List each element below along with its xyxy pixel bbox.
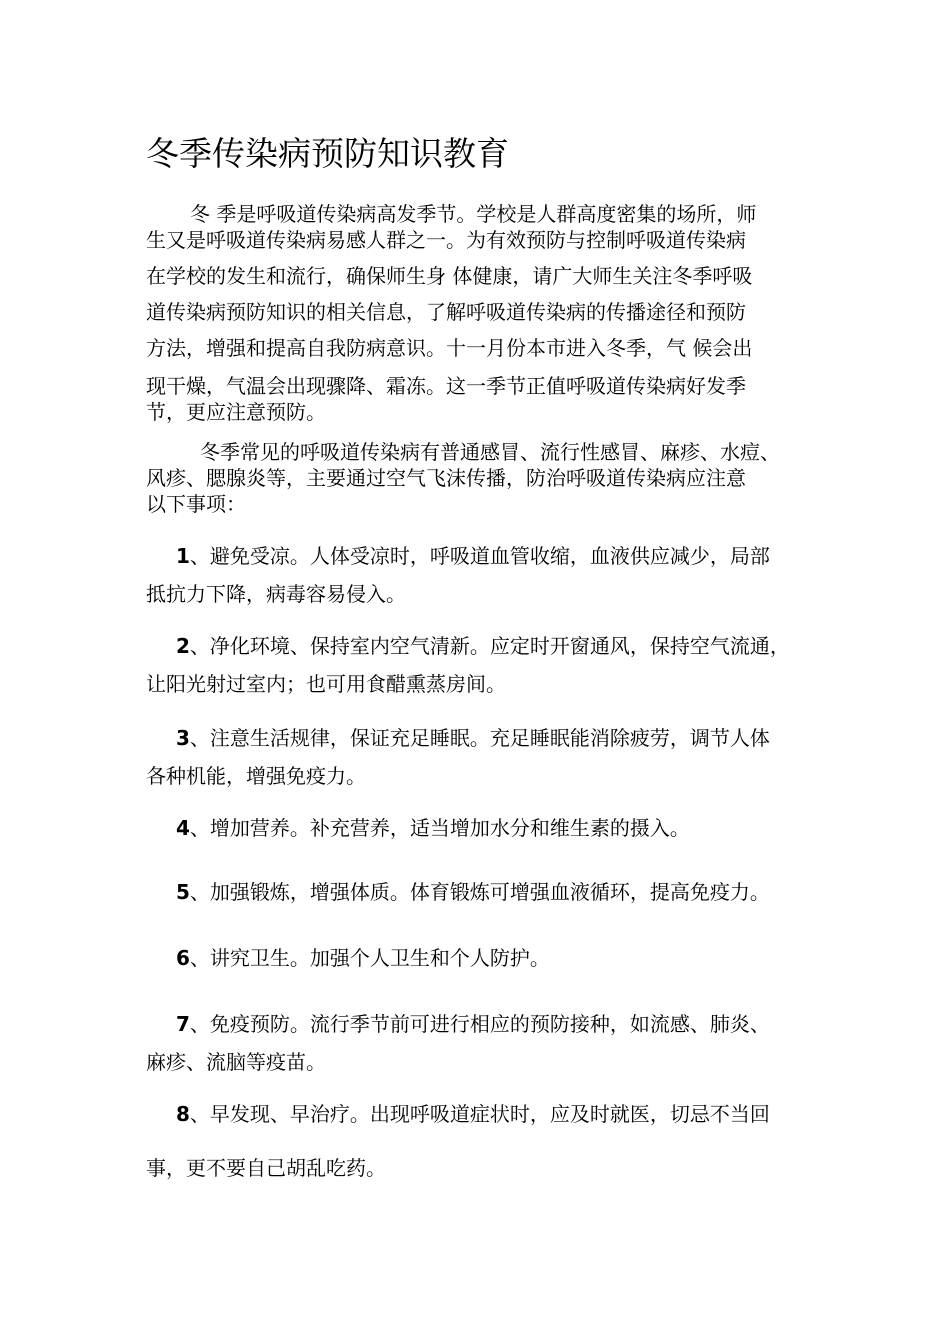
item-text: 、净化环境、保持室内空气清新。应定时开窗通风，保持空气流通，: [189, 634, 790, 658]
item-text: 、早发现、早治疗。出现呼吸道症状时，应及时就医，切忌不当回: [189, 1102, 770, 1126]
item-number: 5: [176, 880, 190, 904]
list-item-8-cont: 事，更不要自己胡乱吃药。: [146, 1156, 386, 1180]
list-item-2-cont: 让阳光射过室内；也可用食醋熏蒸房间。: [146, 672, 506, 696]
common-line-3: 以下事项：: [146, 492, 246, 516]
intro-line-7: 节，更应注意预防。: [146, 400, 326, 424]
document-title: 冬季传染病预防知识教育: [146, 134, 509, 173]
item-text: 、注意生活规律，保证充足睡眠。充足睡眠能消除疲劳，调节人体: [189, 726, 770, 750]
item-text: 、加强锻炼，增强体质。体育锻炼可增强血液循环，提高免疫力。: [189, 880, 770, 904]
list-item-6: [176, 942, 550, 971]
item-text: 、避免受凉。人体受凉时，呼吸道血管收缩，血液供应减少，局部: [189, 544, 770, 568]
common-line-2: 风疹、腮腺炎等，主要通过空气飞沫传播，防治呼吸道传染病应注意: [146, 466, 746, 490]
item-number: 2: [176, 634, 190, 658]
list-item-1: [176, 540, 770, 569]
intro-line-6: 现干燥，气温会出现骤降、霜冻。这一季节正值呼吸道传染病好发季: [146, 374, 746, 398]
intro-line-5: 方法，增强和提高自我防病意识。十一月份本市进入冬季，气 候会出: [146, 336, 753, 360]
item-text: 、讲究卫生。加强个人卫生和个人防护。: [189, 946, 550, 970]
list-item-3: [176, 722, 770, 751]
list-item-7-cont: 麻疹、流脑等疫苗。: [146, 1050, 326, 1074]
item-number: 4: [176, 816, 190, 840]
list-item-4: [176, 812, 690, 841]
intro-line-2: 生又是呼吸道传染病易感人群之一。为有效预防与控制呼吸道传染病: [146, 228, 746, 252]
intro-line-3: 在学校的发生和流行，确保师生身 体健康，请广大师生关注冬季呼吸: [146, 264, 753, 288]
list-item-8: [176, 1098, 770, 1127]
list-item-1-cont: 抵抗力下降，病毒容易侵入。: [146, 582, 406, 606]
item-text: 、增加营养。补充营养，适当增加水分和维生素的摄入。: [189, 816, 690, 840]
list-item-2: [176, 630, 790, 659]
list-item-3-cont: 各种机能，增强免疫力。: [146, 764, 366, 788]
item-number: 1: [176, 544, 190, 568]
item-text: 、免疫预防。流行季节前可进行相应的预防接种，如流感、肺炎、: [189, 1012, 770, 1036]
intro-line-4: 道传染病预防知识的相关信息，了解呼吸道传染病的传播途径和预防: [146, 300, 746, 324]
list-item-5: [176, 876, 770, 905]
list-item-7: [176, 1008, 770, 1037]
item-number: 6: [176, 946, 190, 970]
item-number: 3: [176, 726, 190, 750]
common-line-1: 冬季常见的呼吸道传染病有普通感冒、流行性感冒、麻疹、水痘、: [200, 440, 780, 464]
item-number: 7: [176, 1012, 190, 1036]
intro-line-1: 冬 季是呼吸道传染病高发季节。学校是人群高度密集的场所，师: [190, 202, 757, 226]
item-number: 8: [176, 1102, 190, 1126]
